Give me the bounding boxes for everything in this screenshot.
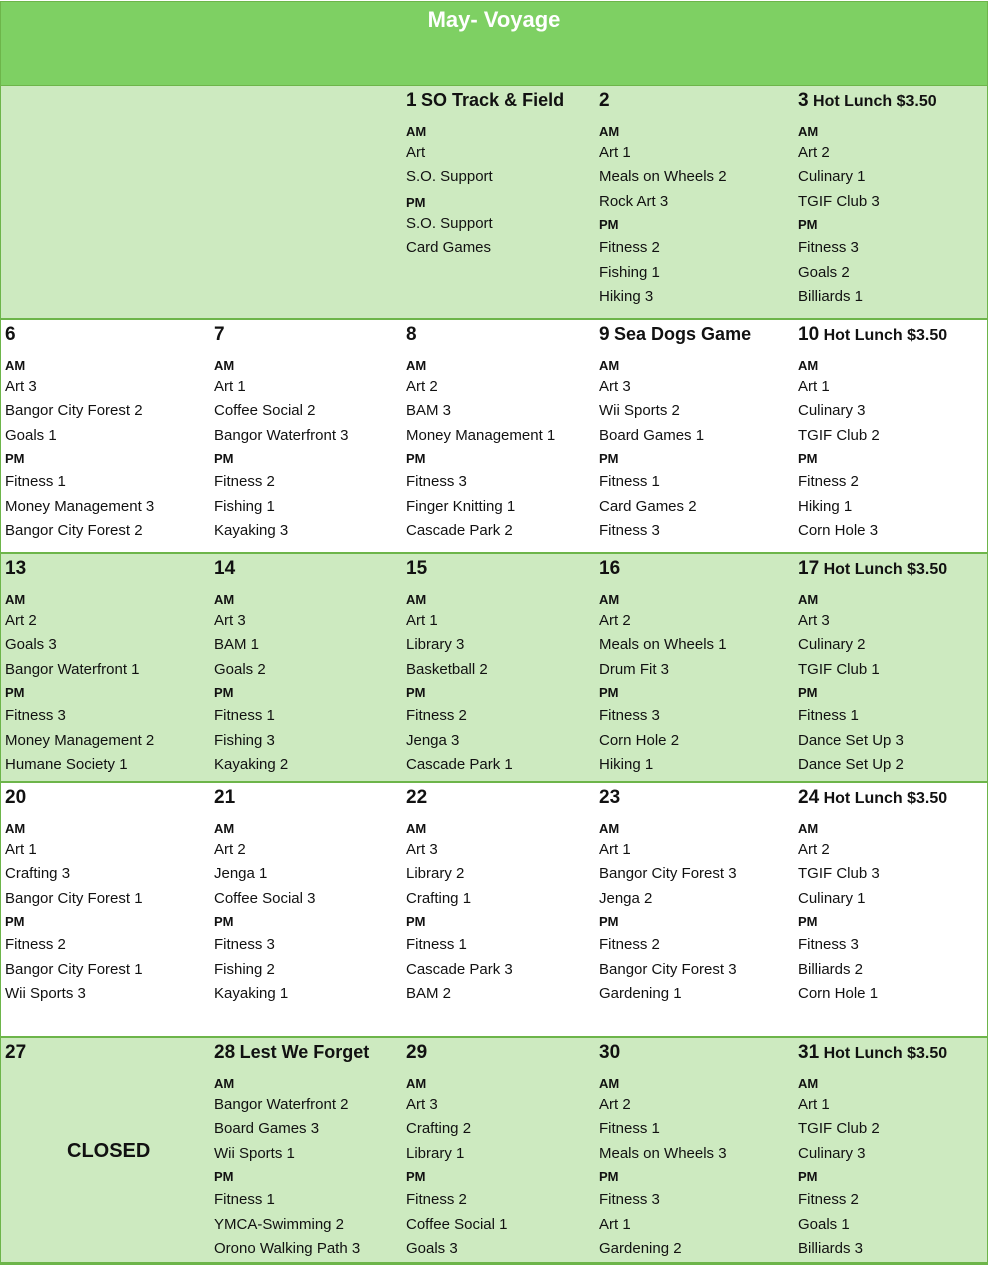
day-event: Hot Lunch $3.50	[823, 1045, 948, 1062]
activity-item: Culinary 1	[798, 890, 866, 907]
day-cell	[798, 320, 988, 552]
activity-item: Gardening 2	[599, 1240, 682, 1257]
activity-item: Culinary 3	[798, 1145, 866, 1162]
day-heading	[214, 787, 235, 809]
activity-item: Meals on Wheels 1	[599, 636, 727, 653]
activity-item: TGIF Club 2	[798, 1120, 880, 1137]
day-number: 21	[214, 787, 236, 808]
activity-item: Art 3	[599, 378, 631, 395]
day-cell	[599, 86, 798, 318]
activity-item: Art 2	[406, 378, 438, 395]
activity-item: Culinary 3	[798, 402, 866, 419]
day-heading	[798, 324, 947, 346]
activity-item: Fitness 3	[599, 707, 660, 724]
day-heading	[5, 787, 26, 809]
session-label: AM	[798, 124, 819, 139]
activity-item: TGIF Club 3	[798, 865, 880, 882]
day-number: 6	[5, 324, 16, 345]
session-label: PM	[5, 685, 25, 700]
activity-item: Jenga 2	[599, 890, 653, 907]
activity-item: Billiards 2	[798, 961, 864, 978]
activity-item: Hiking 1	[599, 756, 654, 773]
day-number: 9	[599, 324, 610, 345]
activity-item: Goals 3	[5, 636, 57, 653]
day-event: Hot Lunch $3.50	[823, 327, 948, 344]
day-heading	[5, 558, 26, 580]
activity-item: Bangor City Forest 2	[5, 522, 143, 539]
calendar-title: May- Voyage	[427, 7, 561, 32]
activity-item: Humane Society 1	[5, 756, 128, 773]
day-number: 22	[406, 787, 428, 808]
session-label: AM	[599, 592, 620, 607]
day-heading	[5, 1042, 26, 1064]
day-heading	[599, 324, 751, 346]
activity-item: Fitness 1	[406, 936, 467, 953]
activity-item: Fitness 2	[406, 1191, 467, 1208]
day-heading	[798, 90, 937, 112]
day-heading	[214, 324, 225, 346]
day-number: 28	[214, 1042, 236, 1063]
activity-item: Fitness 3	[599, 522, 660, 539]
session-label: PM	[214, 451, 234, 466]
activity-item: Rock Art 3	[599, 193, 669, 210]
day-event: Hot Lunch $3.50	[823, 790, 948, 807]
activity-item: Fishing 2	[214, 961, 275, 978]
activity-item: Card Games	[406, 239, 492, 256]
activity-item: Library 2	[406, 865, 465, 882]
session-label: PM	[214, 914, 234, 929]
day-heading	[214, 1042, 369, 1064]
session-label: AM	[798, 821, 819, 836]
activity-item: Art 3	[214, 612, 246, 629]
activity-item: Crafting 3	[5, 865, 71, 882]
activity-item: Fitness 3	[5, 707, 66, 724]
activity-item: Fitness 2	[798, 1191, 859, 1208]
activity-item: Library 1	[406, 1145, 465, 1162]
day-cell	[798, 86, 988, 318]
activity-item: Bangor City Forest 2	[5, 402, 143, 419]
activity-item: Fitness 1	[599, 473, 660, 490]
activity-item: Art 1	[798, 378, 830, 395]
activity-item: Bangor Waterfront 2	[214, 1096, 349, 1113]
activity-item: Bangor Waterfront 3	[214, 427, 349, 444]
activity-item: Fitness 3	[406, 473, 467, 490]
activity-item: Bangor Waterfront 1	[5, 661, 140, 678]
day-cell	[798, 554, 988, 781]
day-cell	[406, 320, 599, 552]
activity-item: YMCA-Swimming 2	[214, 1216, 345, 1233]
day-event: SO Track & Field	[421, 90, 565, 110]
day-cell	[5, 1038, 214, 1262]
activity-item: TGIF Club 2	[798, 427, 880, 444]
activity-item: Art 2	[599, 1096, 631, 1113]
day-number: 27	[5, 1042, 27, 1063]
session-label: AM	[798, 358, 819, 373]
activity-item: Goals 2	[214, 661, 266, 678]
activity-item: Goals 1	[798, 1216, 850, 1233]
activity-item: Cascade Park 2	[406, 522, 513, 539]
session-label: AM	[406, 124, 427, 139]
activity-item: Art 1	[5, 841, 37, 858]
day-event: Sea Dogs Game	[614, 324, 752, 344]
day-heading	[406, 558, 427, 580]
session-label: PM	[599, 914, 619, 929]
session-label: PM	[798, 914, 818, 929]
session-label: AM	[214, 358, 235, 373]
activity-item: Fitness 2	[798, 473, 859, 490]
week-row	[1, 554, 987, 783]
activity-item: Culinary 2	[798, 636, 866, 653]
week-row	[1, 783, 987, 1038]
activity-item: Fitness 2	[599, 239, 660, 256]
day-cell	[406, 783, 599, 1036]
day-heading	[406, 90, 564, 112]
session-label: AM	[5, 592, 26, 607]
activity-item: Art 2	[599, 612, 631, 629]
session-label: PM	[798, 217, 818, 232]
activity-item: Fishing 1	[214, 498, 275, 515]
activity-item: Art 1	[406, 612, 438, 629]
session-label: PM	[798, 1169, 818, 1184]
activity-item: Meals on Wheels 3	[599, 1145, 727, 1162]
week-row	[1, 1038, 987, 1264]
session-label: PM	[5, 914, 25, 929]
day-cell	[406, 554, 599, 781]
session-label: PM	[599, 1169, 619, 1184]
day-cell	[5, 320, 214, 552]
activity-item: Corn Hole 3	[798, 522, 879, 539]
day-heading	[798, 1042, 947, 1064]
activity-item: Fitness 1	[5, 473, 66, 490]
session-label: AM	[406, 821, 427, 836]
day-number: 23	[599, 787, 621, 808]
day-heading	[5, 324, 16, 346]
activity-item: Art 1	[599, 1216, 631, 1233]
day-number: 7	[214, 324, 225, 345]
activity-item: Fitness 1	[599, 1120, 660, 1137]
day-cell	[798, 783, 988, 1036]
day-number: 2	[599, 90, 610, 111]
activity-item: Art 2	[798, 841, 830, 858]
activity-item: Fitness 3	[798, 239, 859, 256]
day-heading	[599, 1042, 620, 1064]
day-heading	[406, 1042, 427, 1064]
activity-item: Fishing 3	[214, 732, 275, 749]
session-label: PM	[406, 685, 426, 700]
day-number: 13	[5, 558, 27, 579]
activity-item: Fitness 2	[214, 473, 275, 490]
activity-item: Board Games 3	[214, 1120, 320, 1137]
activity-item: Bangor City Forest 1	[5, 961, 143, 978]
activity-item: BAM 2	[406, 985, 452, 1002]
activity-item: Basketball 2	[406, 661, 488, 678]
activity-item: Finger Knitting 1	[406, 498, 516, 515]
day-cell	[798, 1038, 988, 1262]
activity-item: Wii Sports 1	[214, 1145, 295, 1162]
activity-item: Fitness 1	[798, 707, 859, 724]
activity-item: Art 3	[798, 612, 830, 629]
day-number: 29	[406, 1042, 428, 1063]
session-label: AM	[599, 1076, 620, 1091]
session-label: PM	[406, 1169, 426, 1184]
activity-item: Fitness 2	[599, 936, 660, 953]
day-number: 14	[214, 558, 236, 579]
activity-item: Wii Sports 2	[599, 402, 680, 419]
session-label: PM	[406, 914, 426, 929]
activity-item: Culinary 1	[798, 168, 866, 185]
day-number: 10	[798, 324, 820, 345]
activity-item: Orono Walking Path 3	[214, 1240, 361, 1257]
session-label: PM	[5, 451, 25, 466]
session-label: AM	[599, 821, 620, 836]
activity-item: Art 3	[406, 1096, 438, 1113]
activity-item: Goals 3	[406, 1240, 458, 1257]
activity-item: Fitness 2	[5, 936, 66, 953]
activity-item: S.O. Support	[406, 168, 493, 185]
activity-item: Jenga 1	[214, 865, 268, 882]
activity-item: Art 3	[5, 378, 37, 395]
activity-item: Crafting 1	[406, 890, 472, 907]
session-label: AM	[798, 1076, 819, 1091]
day-cell	[214, 320, 406, 552]
day-event: Lest We Forget	[239, 1042, 370, 1062]
activity-item: Art 2	[5, 612, 37, 629]
session-label: PM	[406, 451, 426, 466]
activity-item: Meals on Wheels 2	[599, 168, 727, 185]
activity-item: S.O. Support	[406, 215, 493, 232]
session-label: AM	[5, 821, 26, 836]
activity-item: Art 2	[214, 841, 246, 858]
activity-item: Wii Sports 3	[5, 985, 86, 1002]
session-label: AM	[214, 821, 235, 836]
activity-item: Kayaking 1	[214, 985, 289, 1002]
calendar	[0, 1, 988, 1265]
day-number: 17	[798, 558, 820, 579]
activity-item: Art 3	[406, 841, 438, 858]
activity-item: TGIF Club 1	[798, 661, 880, 678]
day-cell	[599, 783, 798, 1036]
session-label: PM	[798, 685, 818, 700]
activity-item: Fitness 1	[214, 1191, 275, 1208]
day-cell	[5, 554, 214, 781]
day-cell	[214, 554, 406, 781]
session-label: PM	[798, 451, 818, 466]
day-heading	[599, 90, 610, 112]
activity-item: Library 3	[406, 636, 465, 653]
session-label: AM	[599, 358, 620, 373]
activity-item: Art 1	[599, 144, 631, 161]
activity-item: Fitness 1	[214, 707, 275, 724]
activity-item: Crafting 2	[406, 1120, 472, 1137]
week-row	[1, 86, 987, 320]
day-number: 31	[798, 1042, 820, 1063]
day-number: 3	[798, 90, 809, 111]
session-label: PM	[214, 685, 234, 700]
activity-item: Board Games 1	[599, 427, 705, 444]
day-number: 8	[406, 324, 417, 345]
session-label: AM	[798, 592, 819, 607]
activity-item: Coffee Social 1	[406, 1216, 508, 1233]
day-cell	[214, 1038, 406, 1262]
activity-item: TGIF Club 3	[798, 193, 880, 210]
activity-item: Billiards 1	[798, 288, 864, 305]
day-number: 15	[406, 558, 428, 579]
day-cell	[214, 783, 406, 1036]
activity-item: Bangor City Forest 1	[5, 890, 143, 907]
activity-item: Fitness 3	[798, 936, 859, 953]
day-cell	[599, 320, 798, 552]
activity-item: Art 2	[798, 144, 830, 161]
activity-item: Fitness 3	[599, 1191, 660, 1208]
day-cell	[406, 1038, 599, 1262]
session-label: PM	[214, 1169, 234, 1184]
activity-item: Coffee Social 3	[214, 890, 316, 907]
activity-item: Hiking 3	[599, 288, 654, 305]
day-number: 24	[798, 787, 820, 808]
session-label: PM	[599, 217, 619, 232]
activity-item: Fitness 3	[214, 936, 275, 953]
closed-label: CLOSED	[67, 1140, 151, 1162]
activity-item: Goals 2	[798, 264, 850, 281]
day-number: 20	[5, 787, 27, 808]
activity-item: Kayaking 3	[214, 522, 289, 539]
session-label: AM	[406, 358, 427, 373]
day-number: 16	[599, 558, 621, 579]
activity-item: Kayaking 2	[214, 756, 289, 773]
activity-item: Dance Set Up 3	[798, 732, 904, 749]
activity-item: Billiards 3	[798, 1240, 864, 1257]
activity-item: Fishing 1	[599, 264, 660, 281]
day-heading	[406, 324, 417, 346]
day-number: 1	[406, 90, 417, 111]
activity-item: Bangor City Forest 3	[599, 865, 737, 882]
day-event: Hot Lunch $3.50	[823, 561, 948, 578]
session-label: PM	[406, 195, 426, 210]
activity-item: Card Games 2	[599, 498, 697, 515]
day-heading	[599, 787, 620, 809]
week-row	[1, 320, 987, 554]
session-label: PM	[599, 685, 619, 700]
activity-item: Dance Set Up 2	[798, 756, 904, 773]
activity-item: Corn Hole 1	[798, 985, 879, 1002]
session-label: AM	[214, 592, 235, 607]
activity-item: Goals 1	[5, 427, 57, 444]
day-event: Hot Lunch $3.50	[813, 93, 937, 110]
activity-item: Cascade Park 3	[406, 961, 513, 978]
activity-item: Fitness 2	[406, 707, 467, 724]
session-label: AM	[406, 592, 427, 607]
session-label: PM	[599, 451, 619, 466]
activity-item: Coffee Social 2	[214, 402, 316, 419]
day-cell	[5, 783, 214, 1036]
activity-item: Art 1	[798, 1096, 830, 1113]
activity-item: Money Management 1	[406, 427, 556, 444]
day-heading	[406, 787, 427, 809]
activity-item: BAM 1	[214, 636, 260, 653]
day-heading	[798, 787, 947, 809]
day-heading	[214, 558, 235, 580]
session-label: AM	[406, 1076, 427, 1091]
day-cell	[406, 86, 599, 318]
session-label: AM	[5, 358, 26, 373]
activity-item: Money Management 2	[5, 732, 155, 749]
activity-item: Art 1	[599, 841, 631, 858]
activity-item: Gardening 1	[599, 985, 682, 1002]
activity-item: Hiking 1	[798, 498, 853, 515]
day-heading	[798, 558, 947, 580]
activity-item: Cascade Park 1	[406, 756, 513, 773]
activity-item: Art	[406, 144, 426, 161]
session-label: AM	[214, 1076, 235, 1091]
activity-item: Jenga 3	[406, 732, 460, 749]
calendar-header	[1, 2, 987, 86]
activity-item: Drum Fit 3	[599, 661, 670, 678]
activity-item: Money Management 3	[5, 498, 155, 515]
day-cell	[599, 1038, 798, 1262]
day-heading	[599, 558, 620, 580]
day-number: 30	[599, 1042, 621, 1063]
activity-item: Bangor City Forest 3	[599, 961, 737, 978]
activity-item: Corn Hole 2	[599, 732, 680, 749]
day-cell	[599, 554, 798, 781]
session-label: AM	[599, 124, 620, 139]
activity-item: Art 1	[214, 378, 246, 395]
activity-item: BAM 3	[406, 402, 452, 419]
